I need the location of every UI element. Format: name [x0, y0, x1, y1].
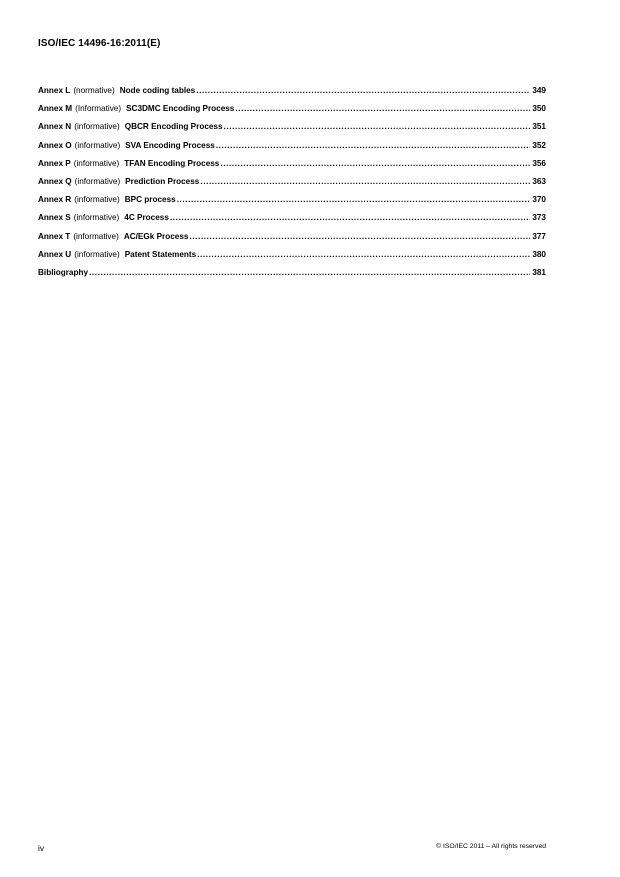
annex-id: Annex M: [38, 104, 73, 114]
dot-leader: [170, 213, 530, 222]
annex-id: Annex L: [38, 86, 71, 95]
entry-title: QBCR Encoding Process: [124, 122, 223, 132]
page-number: 349: [532, 86, 546, 95]
entry-title: 4C Process: [124, 213, 169, 223]
page-number: 373: [532, 213, 546, 223]
entry-title: Prediction Process: [125, 176, 200, 186]
dot-leader: [216, 141, 531, 150]
toc-entry-annex-n[interactable]: [38, 122, 546, 140]
dot-leader: [196, 86, 530, 95]
page-number: 352: [532, 140, 546, 150]
annex-id: Annex T: [38, 231, 71, 241]
annex-type: (informative): [74, 176, 121, 186]
annex-id: Annex U: [38, 249, 72, 259]
toc-entry-annex-u[interactable]: [38, 250, 546, 268]
entry-title: SVA Encoding Process: [125, 140, 215, 150]
annex-type: (normative): [73, 86, 115, 95]
entry-title: Node coding tables: [119, 86, 196, 95]
table-of-contents: [38, 86, 546, 286]
footer-copyright: © ISO/IEC 2011 – All rights reserved: [436, 843, 546, 850]
entry-title: Patent Statements: [124, 249, 197, 259]
page-number: 363: [532, 176, 546, 186]
dot-leader: [89, 268, 530, 277]
dot-leader: [197, 250, 530, 259]
toc-entry-annex-q[interactable]: [38, 177, 546, 195]
page-number: 350: [532, 104, 546, 114]
annex-type: (informative): [74, 140, 121, 150]
annex-id: Annex Q: [38, 176, 72, 186]
dot-leader: [200, 177, 530, 186]
annex-type: (informative): [73, 158, 120, 168]
toc-entry-annex-p[interactable]: [38, 159, 546, 177]
annex-type: (informative): [73, 231, 119, 241]
page-number: 380: [532, 249, 546, 259]
annex-type: (Informative): [75, 104, 122, 114]
footer-page-number: iv: [38, 843, 45, 853]
annex-type: (informative): [73, 213, 120, 223]
dot-leader: [224, 122, 531, 131]
annex-id: Annex P: [38, 158, 71, 168]
toc-entry-annex-o[interactable]: [38, 141, 546, 159]
page-number: 356: [532, 158, 546, 168]
page-number: 370: [532, 195, 546, 205]
page-number: 381: [532, 267, 546, 277]
entry-title: TFAN Encoding Process: [124, 158, 220, 168]
annex-id: Annex O: [38, 140, 72, 150]
dot-leader: [189, 232, 530, 241]
entry-title: SC3DMC Encoding Process: [126, 104, 235, 114]
annex-id: Annex S: [38, 213, 71, 223]
page-number: 351: [532, 122, 546, 132]
entry-title: Bibliography: [38, 267, 89, 277]
toc-entry-annex-r[interactable]: [38, 195, 546, 213]
annex-id: Annex N: [38, 122, 72, 132]
page-number: 377: [532, 231, 546, 241]
annex-type: (informative): [74, 195, 120, 205]
toc-entry-annex-s[interactable]: [38, 213, 546, 231]
dot-leader: [220, 159, 530, 168]
entry-title: AC/EGk Process: [123, 231, 189, 241]
document-header: ISO/IEC 14496-16:2011(E): [38, 38, 161, 49]
dot-leader: [235, 104, 530, 113]
toc-entry-bibliography[interactable]: [38, 268, 546, 286]
annex-type: (informative): [74, 249, 120, 259]
toc-entry-annex-m[interactable]: [38, 104, 546, 122]
toc-entry-annex-l[interactable]: [38, 86, 546, 104]
toc-entry-annex-t[interactable]: [38, 232, 546, 250]
annex-type: (informative): [74, 122, 120, 132]
annex-id: Annex R: [38, 195, 72, 205]
entry-title: BPC process: [124, 195, 176, 205]
dot-leader: [177, 195, 531, 204]
